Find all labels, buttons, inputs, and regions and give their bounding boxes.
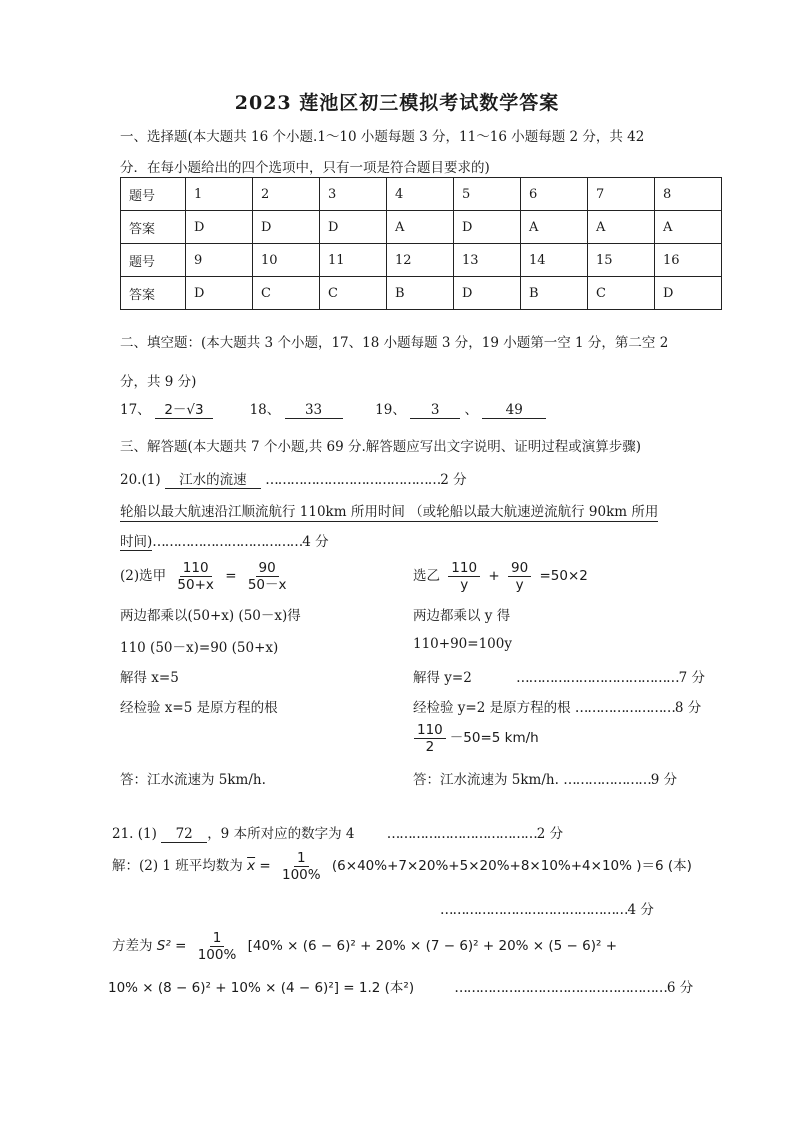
fraction: [448, 560, 480, 593]
fraction-numerator: 110: [180, 560, 212, 577]
yi-label: 选乙: [413, 568, 440, 584]
q21-part1: [112, 822, 563, 843]
q21-variance-line1: [112, 930, 617, 963]
variance-symbol: S² =: [156, 938, 187, 954]
table-cell: D: [186, 211, 253, 244]
score: 9 分: [650, 772, 678, 788]
q20-part1-line3-text: 时间): [120, 534, 153, 550]
score: 4 分: [627, 902, 654, 918]
q20-yi-step3-line: [413, 666, 705, 686]
table-cell: 12: [387, 244, 454, 277]
q20-yi-answer-line: [413, 768, 677, 788]
fraction-numerator: 90: [508, 560, 531, 577]
q20-yi-equation: [413, 560, 588, 593]
table-cell: C: [588, 277, 655, 310]
fraction-numerator: 90: [256, 560, 279, 577]
fraction: [245, 560, 290, 593]
q20-jia-step4: 经检验 x=5 是原方程的根: [120, 700, 278, 716]
fraction-numerator: 1: [210, 930, 225, 947]
table-cell: 3: [320, 178, 387, 211]
dotted-leader: ……………………………………………: [454, 980, 667, 996]
table-cell: 1: [186, 178, 253, 211]
table-cell: 16: [655, 244, 722, 277]
fraction: [174, 560, 216, 593]
section2-intro-line1: 二、填空题：(本大题共 3 个小题，17、18 小题每题 3 分，19 小题第一空 1 分，第二空 2: [120, 335, 669, 351]
table-cell: A: [588, 211, 655, 244]
q21-part1-text: ，9 本所对应的数字为 4: [207, 826, 355, 842]
fraction-denominator: 2: [425, 739, 435, 755]
score: 7 分: [678, 670, 706, 686]
q20-yi-step3: 解得 y=2: [413, 670, 472, 686]
table-cell: B: [387, 277, 454, 310]
fraction-denominator: 50+x: [177, 577, 214, 593]
table-cell: D: [253, 211, 320, 244]
q20-part1-line2: 轮船以最大航速沿江顺流航行 110km 所用时间 （或轮船以最大航速逆流航行 90km 所用: [120, 500, 658, 522]
answer-label: 答案: [121, 211, 186, 244]
table-row: [121, 211, 722, 244]
q19-separator: 、: [464, 402, 478, 418]
q19-answer-1: 3: [410, 402, 460, 419]
fraction-denominator: y: [460, 577, 469, 593]
table-cell: 15: [588, 244, 655, 277]
table-cell: D: [320, 211, 387, 244]
q21-label: 21. (1): [112, 826, 157, 842]
question-label: 题号: [121, 244, 186, 277]
jia-label: (2)选甲: [120, 568, 167, 584]
answer-table: [120, 177, 722, 310]
table-row: [121, 178, 722, 211]
q21-mean-line: [112, 850, 692, 883]
table-cell: C: [320, 277, 387, 310]
variance-expression-part1: [40% × (6 − 6)² + 20% × (7 − 6)² + 20% × (5 − 6)² +: [247, 938, 618, 954]
fraction: [279, 850, 324, 883]
q20-yi-answer: 答：江水流速为 5km/h.: [413, 772, 559, 788]
q20-yi-step4: 经检验 y=2 是原方程的根: [413, 700, 571, 716]
table-cell: D: [454, 277, 521, 310]
q20-yi-step5-text: －50=5 km/h: [449, 730, 539, 746]
score: 4 分: [302, 534, 329, 550]
fraction-denominator: 100%: [197, 947, 237, 963]
section3-header: 三、解答题(本大题共 7 个小题,共 69 分.解答题应写出文字说明、证明过程或演算步骤): [120, 439, 642, 455]
q20-label: 20.(1): [120, 472, 161, 488]
table-cell: A: [655, 211, 722, 244]
q18-label: 18、: [249, 402, 281, 418]
dotted-leader: ………………………………: [152, 534, 303, 550]
q20-part1: [120, 468, 467, 489]
answer-label: 答案: [121, 277, 186, 310]
table-cell: 11: [320, 244, 387, 277]
table-cell: 9: [186, 244, 253, 277]
score: 8 分: [674, 700, 702, 716]
q20-yi-step1: 两边都乘以 y 得: [413, 608, 511, 624]
fill-blank-answers: [120, 398, 546, 419]
q18-answer: 33: [285, 402, 343, 419]
table-cell: D: [186, 277, 253, 310]
q19-answer-2: 49: [482, 402, 546, 419]
table-cell: A: [521, 211, 588, 244]
q17-answer: 2－√3: [155, 402, 213, 419]
mean-expression: (6×40%+7×20%+5×20%+8×10%+4×10% )＝6 (本): [331, 858, 692, 874]
score: 2 分: [536, 826, 564, 842]
q20-yi-step2: 110+90=100y: [413, 636, 512, 652]
equals-sign: =: [225, 568, 237, 584]
table-cell: 14: [521, 244, 588, 277]
q20-part1-answer: 江水的流速: [165, 472, 261, 489]
section1-intro-line1: 一、选择题(本大题共 16 个小题.1～10 小题每题 3 分，11～16 小题每题 2 分，共 42: [120, 129, 645, 145]
section1-intro-line2: 分．在每小题给出的四个选项中，只有一项是符合题目要求的): [120, 160, 490, 176]
fraction-denominator: 50－x: [247, 577, 287, 593]
q19-label: 19、: [375, 402, 406, 418]
table-row: [121, 244, 722, 277]
table-cell: D: [655, 277, 722, 310]
table-cell: 8: [655, 178, 722, 211]
fraction-numerator: 1: [294, 850, 309, 867]
mean-symbol: $\overline{x}$: [247, 858, 256, 874]
table-cell: 13: [454, 244, 521, 277]
score: 2 分: [440, 472, 467, 488]
score: 6 分: [666, 980, 694, 996]
dotted-leader: ………………………………: [386, 826, 537, 842]
table-cell: 5: [454, 178, 521, 211]
table-cell: A: [387, 211, 454, 244]
fraction: [195, 930, 240, 963]
table-cell: 4: [387, 178, 454, 211]
fraction-numerator: 110: [414, 722, 446, 739]
q20-jia-step3: 解得 x=5: [120, 670, 179, 686]
table-cell: 7: [588, 178, 655, 211]
question-label: 题号: [121, 178, 186, 211]
section2-intro-line2: 分，共 9 分): [120, 374, 197, 390]
page-title: 2023 莲池区初三模拟考试数学答案: [234, 92, 560, 114]
dotted-leader: ………………………………………: [440, 902, 628, 918]
table-cell: 6: [521, 178, 588, 211]
dotted-leader: …………………: [563, 772, 651, 788]
q20-yi-step5: [410, 722, 539, 755]
dotted-leader: …………………………………: [516, 670, 679, 686]
dotted-leader: ……………………………………: [265, 472, 441, 488]
fraction-numerator: 110: [448, 560, 480, 577]
q20-yi-step4-line: [413, 696, 701, 716]
fraction: [508, 560, 531, 593]
q21-variance-line2: [108, 976, 693, 996]
table-cell: 10: [253, 244, 320, 277]
variance-expression-part2: 10% × (8 − 6)² + 10% × (4 − 6)²] = 1.2 (本²): [108, 980, 415, 996]
q17-label: 17、: [120, 402, 151, 418]
q20-jia-step2: 110 (50－x)=90 (50+x): [120, 640, 279, 656]
fraction-denominator: y: [515, 577, 524, 593]
variance-label: 方差为: [112, 938, 153, 954]
q20-jia-step1: 两边都乘以(50+x) (50－x)得: [120, 608, 301, 624]
table-cell: B: [521, 277, 588, 310]
plus-sign: +: [488, 568, 500, 584]
q21-mean-score: [440, 898, 654, 918]
q20-part1-line3: [120, 530, 329, 550]
equals-sign: =: [259, 858, 271, 874]
q21-part1-answer: 72: [161, 826, 207, 843]
q20-jia-answer: 答：江水流速为 5km/h.: [120, 772, 266, 788]
table-cell: 2: [253, 178, 320, 211]
dotted-leader: ……………………: [574, 700, 675, 716]
yi-rhs: =50×2: [539, 568, 588, 584]
table-cell: D: [454, 211, 521, 244]
table-cell: C: [253, 277, 320, 310]
fraction-denominator: 100%: [282, 867, 321, 883]
table-row: [121, 277, 722, 310]
fraction: [414, 722, 446, 755]
q20-jia-equation: [120, 560, 293, 593]
q21-part2-label: 解：(2) 1 班平均数为: [112, 858, 243, 874]
